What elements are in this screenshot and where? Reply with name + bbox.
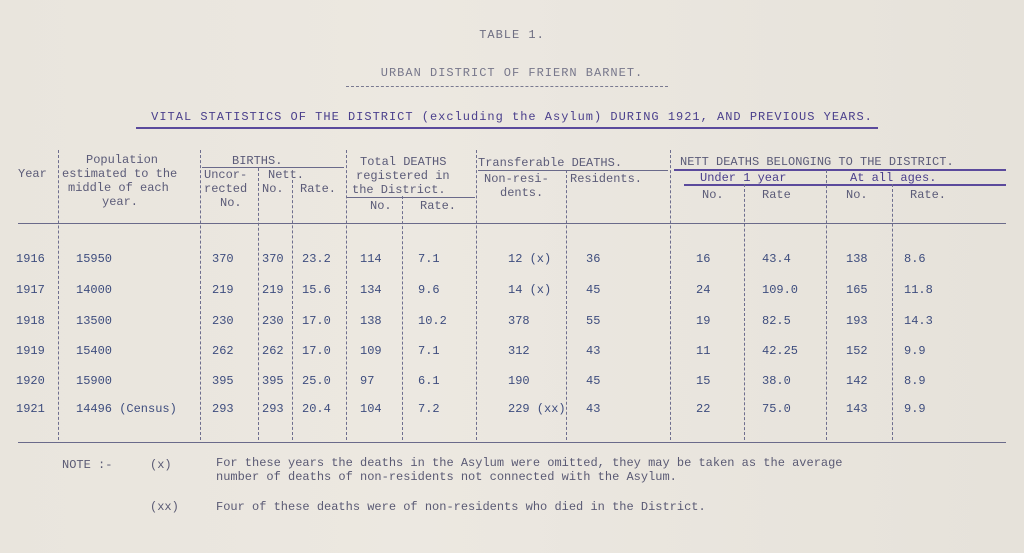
row-all-rate: 9.9 — [904, 344, 926, 358]
row-u1-no: 16 — [696, 252, 711, 266]
row-all-no: 193 — [846, 314, 868, 328]
row-total-rate: 7.1 — [418, 344, 440, 358]
header-bottom-rule — [18, 223, 1006, 224]
row-nett-no: 395 — [262, 374, 284, 388]
row-nett-rate: 17.0 — [302, 314, 331, 328]
row-total-no: 114 — [360, 252, 382, 266]
table-bottom-rule — [18, 442, 1006, 443]
row-total-no: 109 — [360, 344, 382, 358]
row-total-no: 104 — [360, 402, 382, 416]
row-uncorrected: 395 — [212, 374, 234, 388]
header-births: BIRTHS. — [232, 154, 283, 168]
row-u1-no: 22 — [696, 402, 711, 416]
col-sep — [58, 150, 59, 440]
table-label: TABLE 1. — [479, 28, 545, 42]
row-nett-rate: 23.2 — [302, 252, 331, 266]
subtitle: VITAL STATISTICS OF THE DISTRICT (excluding the Asylum) DURING 1921, AND PREVIOUS YEARS. — [151, 110, 873, 124]
row-non-residents: 378 — [508, 314, 530, 328]
row-all-no: 152 — [846, 344, 868, 358]
row-total-rate: 7.1 — [418, 252, 440, 266]
note-x-line2: number of deaths of non-residents not connected with the Asylum. — [216, 470, 677, 484]
row-all-rate: 9.9 — [904, 402, 926, 416]
header-all-ages: At all ages. — [850, 171, 937, 185]
row-population: 14000 — [76, 283, 113, 297]
age-rule — [684, 184, 1006, 186]
row-population: 15950 — [76, 252, 113, 266]
row-all-rate: 8.9 — [904, 374, 926, 388]
col-sep — [292, 180, 293, 440]
header-births-nett: Nett. — [268, 168, 305, 182]
district-title: URBAN DISTRICT OF FRIERN BARNET. — [380, 66, 644, 80]
col-sep — [258, 168, 259, 440]
note-xx-line: Four of these deaths were of non-residents who died in the District. — [216, 500, 706, 514]
note-xx-mark: (xx) — [150, 500, 179, 514]
col-sep — [200, 150, 201, 440]
row-population: 13500 — [76, 314, 113, 328]
col-sep — [826, 170, 827, 440]
row-residents: 43 — [586, 402, 601, 416]
row-nett-rate: 25.0 — [302, 374, 331, 388]
row-all-no: 143 — [846, 402, 868, 416]
row-u1-rate: 38.0 — [762, 374, 791, 388]
header-u1-rate: Rate — [762, 188, 791, 202]
col-sep — [402, 196, 403, 440]
note-x-mark: (x) — [150, 458, 172, 472]
row-residents: 36 — [586, 252, 601, 266]
row-nett-no: 230 — [262, 314, 284, 328]
row-uncorrected: 219 — [212, 283, 234, 297]
col-sep — [670, 150, 671, 440]
row-non-residents: 14 (x) — [508, 283, 552, 297]
header-births-rate: Rate. — [300, 182, 337, 196]
row-population: 15400 — [76, 344, 113, 358]
header-transferable: Transferable DEATHS. — [478, 156, 623, 170]
total-deaths-rule — [347, 197, 475, 198]
header-residents: Residents. — [570, 172, 643, 186]
col-sep — [892, 184, 893, 440]
row-nett-no: 219 — [262, 283, 284, 297]
row-u1-no: 11 — [696, 344, 711, 358]
row-uncorrected: 293 — [212, 402, 234, 416]
row-u1-rate: 109.0 — [762, 283, 799, 297]
row-uncorrected: 230 — [212, 314, 234, 328]
row-non-residents: 312 — [508, 344, 530, 358]
row-year: 1921 — [16, 402, 45, 416]
note-label: NOTE :- — [62, 458, 113, 472]
row-total-rate: 10.2 — [418, 314, 447, 328]
row-total-no: 97 — [360, 374, 375, 388]
row-population: 15900 — [76, 374, 113, 388]
row-all-no: 142 — [846, 374, 868, 388]
row-uncorrected: 370 — [212, 252, 234, 266]
row-nett-no: 293 — [262, 402, 284, 416]
row-u1-rate: 43.4 — [762, 252, 791, 266]
subtitle-underline — [136, 127, 878, 129]
header-births-uncorrected: Uncor- rected No. — [204, 168, 248, 210]
header-all-no: No. — [846, 188, 868, 202]
row-residents: 43 — [586, 344, 601, 358]
note-x-line1: For these years the deaths in the Asylum were omitted, they may be taken as the average — [216, 456, 843, 470]
row-u1-rate: 82.5 — [762, 314, 791, 328]
col-sep — [476, 150, 477, 440]
row-nett-no: 262 — [262, 344, 284, 358]
row-total-rate: 9.6 — [418, 283, 440, 297]
row-nett-rate: 20.4 — [302, 402, 331, 416]
transferable-rule — [478, 170, 668, 171]
row-non-residents: 12 (x) — [508, 252, 552, 266]
row-uncorrected: 262 — [212, 344, 234, 358]
row-all-no: 165 — [846, 283, 868, 297]
header-under-1: Under 1 year — [700, 171, 787, 185]
row-non-residents: 229 (xx) — [508, 402, 566, 416]
row-year: 1920 — [16, 374, 45, 388]
row-year: 1916 — [16, 252, 45, 266]
row-residents: 55 — [586, 314, 601, 328]
header-population: Population estimated to the middle of each year. — [62, 153, 178, 209]
row-nett-rate: 17.0 — [302, 344, 331, 358]
row-total-no: 138 — [360, 314, 382, 328]
row-u1-rate: 75.0 — [762, 402, 791, 416]
row-all-rate: 11.8 — [904, 283, 933, 297]
row-year: 1919 — [16, 344, 45, 358]
row-total-no: 134 — [360, 283, 382, 297]
row-u1-rate: 42.25 — [762, 344, 799, 358]
row-all-no: 138 — [846, 252, 868, 266]
header-births-no: No. — [262, 182, 284, 196]
row-nett-rate: 15.6 — [302, 283, 331, 297]
row-year: 1918 — [16, 314, 45, 328]
header-total-rate: Rate. — [420, 199, 457, 213]
header-all-rate: Rate. — [910, 188, 947, 202]
row-all-rate: 8.6 — [904, 252, 926, 266]
row-nett-no: 370 — [262, 252, 284, 266]
header-year: Year — [18, 167, 47, 181]
row-year: 1917 — [16, 283, 45, 297]
row-residents: 45 — [586, 374, 601, 388]
col-sep — [346, 150, 347, 440]
row-u1-no: 24 — [696, 283, 711, 297]
row-population: 14496 (Census) — [76, 402, 177, 416]
row-u1-no: 15 — [696, 374, 711, 388]
row-total-rate: 6.1 — [418, 374, 440, 388]
col-sep — [744, 184, 745, 440]
header-non-residents: Non-resi- dents. — [484, 172, 549, 200]
row-residents: 45 — [586, 283, 601, 297]
row-non-residents: 190 — [508, 374, 530, 388]
header-u1-no: No. — [702, 188, 724, 202]
row-all-rate: 14.3 — [904, 314, 933, 328]
col-sep — [566, 170, 567, 440]
header-nett-deaths: NETT DEATHS BELONGING TO THE DISTRICT. — [680, 155, 954, 169]
header-total-deaths: Total DEATHS registered in the District. — [352, 155, 450, 197]
row-u1-no: 19 — [696, 314, 711, 328]
header-total-no: No. — [370, 199, 392, 213]
row-total-rate: 7.2 — [418, 402, 440, 416]
title-underline — [346, 86, 668, 87]
